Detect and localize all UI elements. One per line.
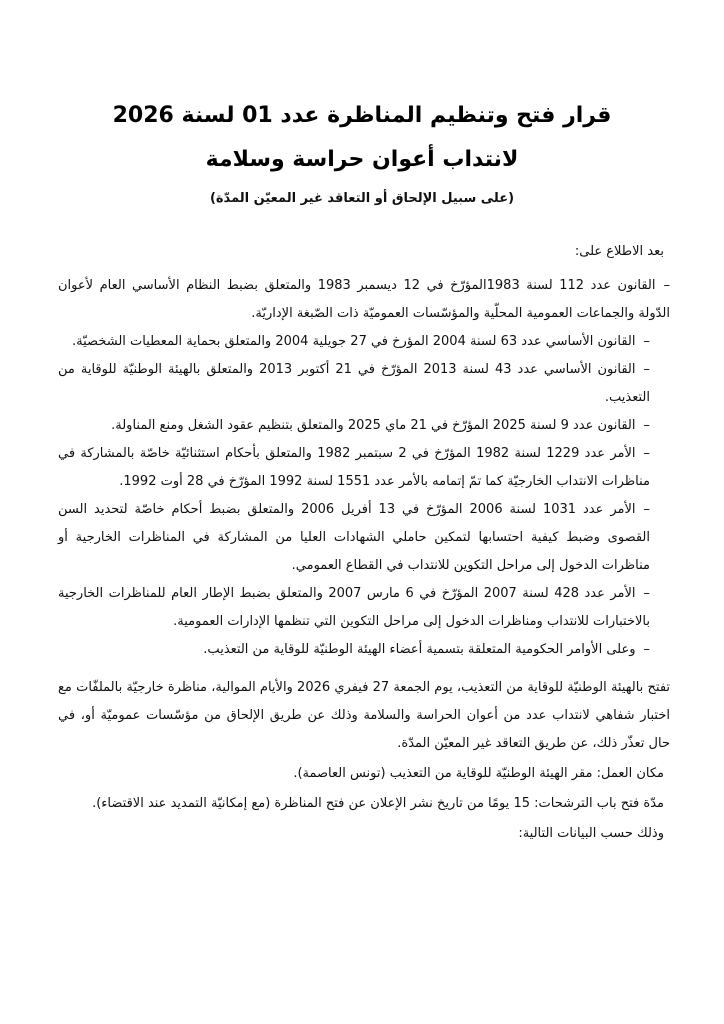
- intro-text: بعد الاطلاع على:: [574, 244, 664, 259]
- document-body: [58, 238, 670, 848]
- legal-reference-item: [58, 356, 670, 412]
- dash-bullet: –: [643, 642, 650, 657]
- title-block: [0, 96, 724, 210]
- legal-reference-text: الأمر عدد 428 لسنة 2007 المؤرّخ في 6 مارس 2007 والمتعلق بضبط الإطار العام للمناظرات الخارجية بالاختبارات للانتداب ومناظرات الدخول إلى مراحل التكوين التي تنظمها الإدارات العمومية.: [58, 586, 650, 629]
- legal-reference-text: الأمر عدد 1031 لسنة 2006 المؤرّخ في 13 أفريل 2006 والمتعلق بضبط أحكام خاصّة لتحديد السن القصوى وضبط كيفية احتسابها لتمكين حاملي الشهادات العليا من المشاركة في المناظرات الخارجية أو مناظرات الدخول إلى مراحل التكوين للانتداب في القطاع العمومي.: [58, 502, 650, 573]
- legal-reference-item: [58, 412, 670, 440]
- legal-reference-item: [58, 496, 670, 580]
- legal-reference-text: القانون الأساسي عدد 63 لسنة 2004 المؤرخ في 27 جويلية 2004 والمتعلق بحماية المعطيات الشخصيّة.: [72, 334, 636, 349]
- legal-reference-item: [58, 328, 670, 356]
- legal-reference-item: [58, 272, 670, 328]
- document-title: قرار فتح وتنظيم المناظرة عدد 01 لسنة 2026: [112, 103, 612, 128]
- document-title-line-2: لانتداب أعوان حراسة وسلامة: [205, 147, 519, 172]
- closing-text: وذلك حسب البيانات التالية:: [518, 826, 664, 841]
- dash-bullet: –: [643, 362, 650, 377]
- dash-bullet: –: [643, 446, 651, 461]
- dash-bullet: –: [643, 502, 651, 517]
- legal-reference-text: القانون عدد 9 لسنة 2025 المؤرّخ في 21 ماي 2025 والمتعلق بتنظيم عقود الشغل ومنع المناولة.: [111, 418, 636, 433]
- legal-reference-item: [58, 580, 670, 636]
- legal-reference-text: القانون عدد 112 لسنة 1983المؤرّخ في 12 ديسمبر 1983 والمتعلق بضبط النظام الأساسي العام لأعوان الدّولة والجماعات العمومية المحلّية والمؤسّسات العموميّة ذات الصّبغة الإداريّة.: [58, 278, 670, 321]
- announcement-paragraph: تفتح بالهيئة الوطنيّة للوقاية من التعذيب، يوم الجمعة 27 فيفري 2026 والأيام الموالية، مناظرة خارجيّة بالملفّات مع اختبار شفاهي لانتداب عدد من أعوان الحراسة والسلامة وذلك عن طريق الإلحاق من مؤسّسات عموميّة أو، في حال تعذّر ذلك، عن طريق التعاقد غير المعيّن المدّة.: [58, 680, 671, 751]
- application-period-text: مدّة فتح باب الترشحات: 15 يومًا من تاريخ نشر الإعلان عن فتح المناظرة (مع إمكانيّة التمديد عند الاقتضاء).: [92, 796, 664, 811]
- legal-references-list: [58, 272, 670, 664]
- dash-bullet: –: [643, 334, 650, 349]
- legal-reference-text: القانون الأساسي عدد 43 لسنة 2013 المؤرّخ في 21 أكتوبر 2013 والمتعلق بالهيئة الوطنيّة للوقاية من التعذيب.: [58, 362, 650, 405]
- legal-reference-text: وعلى الأوامر الحكومية المتعلقة بتسمية أعضاء الهيئة الوطنيّة للوقاية من التعذيب.: [203, 642, 636, 657]
- dash-bullet: –: [643, 586, 651, 601]
- legal-reference-item: [58, 636, 670, 664]
- workplace-text: مكان العمل: مقر الهيئة الوطنيّة للوقاية من التعذيب (تونس العاصمة).: [293, 766, 664, 781]
- document-subtitle: (على سبيل الإلحاق أو التعاقد غير المعيّن المدّة): [209, 191, 515, 206]
- dash-bullet: –: [663, 278, 670, 293]
- dash-bullet: –: [643, 418, 650, 433]
- legal-reference-text: الأمر عدد 1229 لسنة 1982 المؤرّخ في 2 سبتمبر 1982 والمتعلق بأحكام استثنائيّة خاصّة بالمشاركة في مناظرات الانتداب الخارجيّة كما تمّ إتمامه بالأمر عدد 1551 لسنة 1992 المؤرّخ في 28 أوت 1992.: [58, 446, 650, 489]
- legal-reference-item: [58, 440, 670, 496]
